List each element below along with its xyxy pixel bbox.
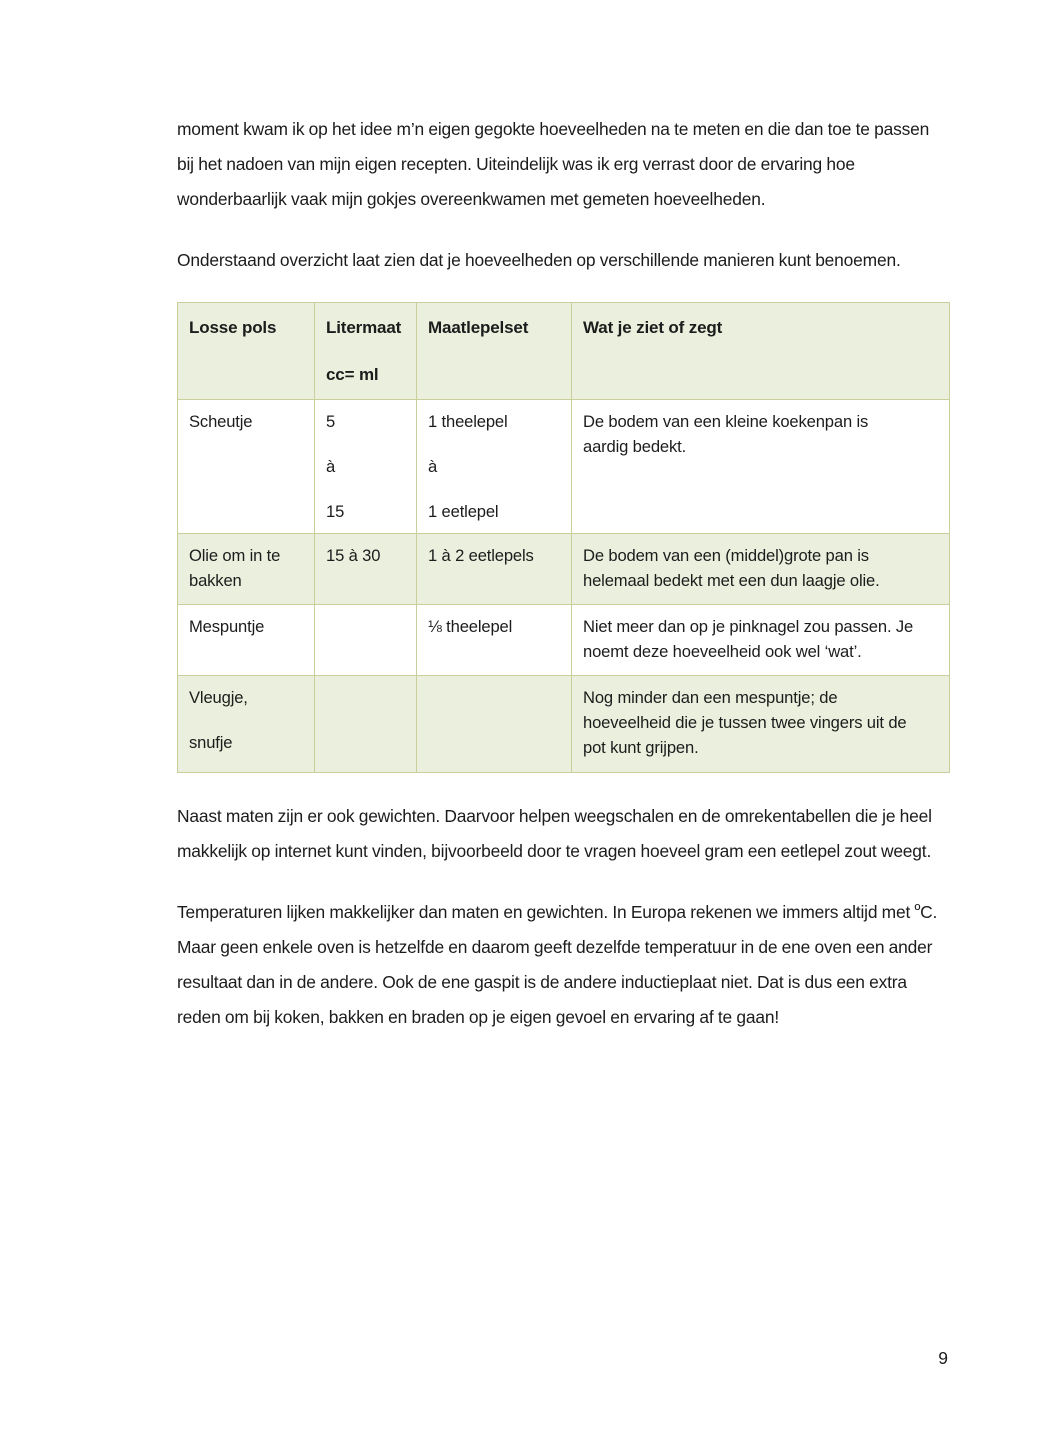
paragraph-temperatures-part2: C. Maar geen enkele oven is hetzelfde en daarom geeft dezelfde temperatuur in de ene oven een ander resultaat dan in de andere. Ook de ene gaspit is de andere inductieplaat niet. Dat is dus een extra reden om bij koken, bakken en braden op je eigen gevoel en ervaring af te gaan! — [177, 902, 938, 1027]
cell-maatlepelset — [417, 400, 572, 534]
cell-wat-je-ziet — [572, 605, 950, 676]
cell-line: helemaal bedekt met een dun laagje olie. — [583, 571, 880, 590]
cell-line: pot kunt grijpen. — [583, 738, 699, 757]
table-row — [178, 400, 950, 534]
cell-line: Niet meer dan op je pinknagel zou passen. Je — [583, 617, 914, 636]
page-content — [177, 112, 949, 1061]
cell-maatlepelset — [417, 534, 572, 605]
cell-losse-pols: Scheutje — [178, 400, 315, 534]
cell-wat-je-ziet — [572, 676, 950, 773]
cell-line: Vleugje, — [189, 688, 248, 707]
cell-line: à — [428, 457, 438, 476]
column-header-litermaat-sub: cc= ml — [326, 365, 379, 384]
cell-losse-pols — [178, 676, 315, 773]
cell-line: à — [326, 457, 336, 476]
paragraph-temperatures-part1: Temperaturen lijken makkelijker dan maten en gewichten. In Europa rekenen we immers altijd met — [177, 902, 915, 922]
cell-line: hoeveelheid die je tussen twee vingers uit de — [583, 713, 907, 732]
cell-line: 1 theelepel — [428, 412, 508, 431]
table-header-row — [178, 303, 950, 400]
measures-table — [177, 302, 950, 773]
table-row — [178, 605, 950, 676]
cell-litermaat — [315, 605, 417, 676]
cell-line: Mespuntje — [189, 617, 265, 636]
table-body — [178, 400, 950, 773]
cell-litermaat — [315, 676, 417, 773]
cell-maatlepelset — [417, 676, 572, 773]
cell-line: snufje — [189, 733, 233, 752]
cell-line: aardig bedekt. — [583, 437, 687, 456]
cell-line: 1 à 2 eetlepels — [428, 546, 534, 565]
paragraph-lead-in: Onderstaand overzicht laat zien dat je hoeveelheden op verschillende manieren kunt benoemen. — [177, 250, 901, 270]
table-row — [178, 534, 950, 605]
table-row — [178, 676, 950, 773]
degree-celsius-symbol: º — [914, 902, 921, 920]
cell-line: De bodem van een kleine koekenpan is — [583, 412, 869, 431]
table-header — [178, 303, 950, 400]
cell-losse-pols — [178, 534, 315, 605]
cell-losse-pols — [178, 605, 315, 676]
cell-line: 1 eetlepel — [428, 502, 499, 521]
cell-line: Olie om in te — [189, 546, 281, 565]
column-header-wat-je-ziet: Wat je ziet of zegt — [572, 303, 950, 400]
column-header-maatlepelset: Maatlepelset — [417, 303, 572, 400]
cell-litermaat — [315, 400, 417, 534]
paragraph-after-table: Naast maten zijn er ook gewichten. Daarvoor helpen weegschalen en de omrekentabellen die je heel makkelijk op internet kunt vinden, bijvoorbeeld door te vragen hoeveel gram een eetlepel zout weegt. — [177, 806, 932, 861]
column-header-litermaat-main: Litermaat — [326, 318, 402, 337]
column-header-losse-pols: Losse pols — [178, 303, 315, 400]
cell-maatlepelset — [417, 605, 572, 676]
cell-line: De bodem van een (middel)grote pan is — [583, 546, 869, 565]
cell-line: ⅛ theelepel — [428, 617, 513, 636]
cell-litermaat — [315, 534, 417, 605]
cell-line: 15 — [326, 502, 345, 521]
paragraph-temperatures — [177, 895, 949, 1035]
cell-line: 5 — [326, 412, 336, 431]
paragraph-intro: moment kwam ik op het idee m’n eigen gegokte hoeveelheden na te meten en die dan toe te passen bij het nadoen van mijn eigen recepten. Uiteindelijk was ik erg verrast door de ervaring hoe wonderbaarlijk vaak mijn gokjes overeenkwamen met gemeten hoeveelheden. — [177, 119, 930, 209]
cell-line: Nog minder dan een mespuntje; de — [583, 688, 838, 707]
cell-line: bakken — [189, 571, 242, 590]
cell-line: 15 à 30 — [326, 546, 381, 565]
column-header-litermaat — [315, 303, 417, 400]
cell-line: noemt deze hoeveelheid ook wel ‘wat’. — [583, 642, 862, 661]
cell-wat-je-ziet — [572, 534, 950, 605]
page-number: 9 — [938, 1348, 948, 1368]
cell-wat-je-ziet — [572, 400, 950, 534]
